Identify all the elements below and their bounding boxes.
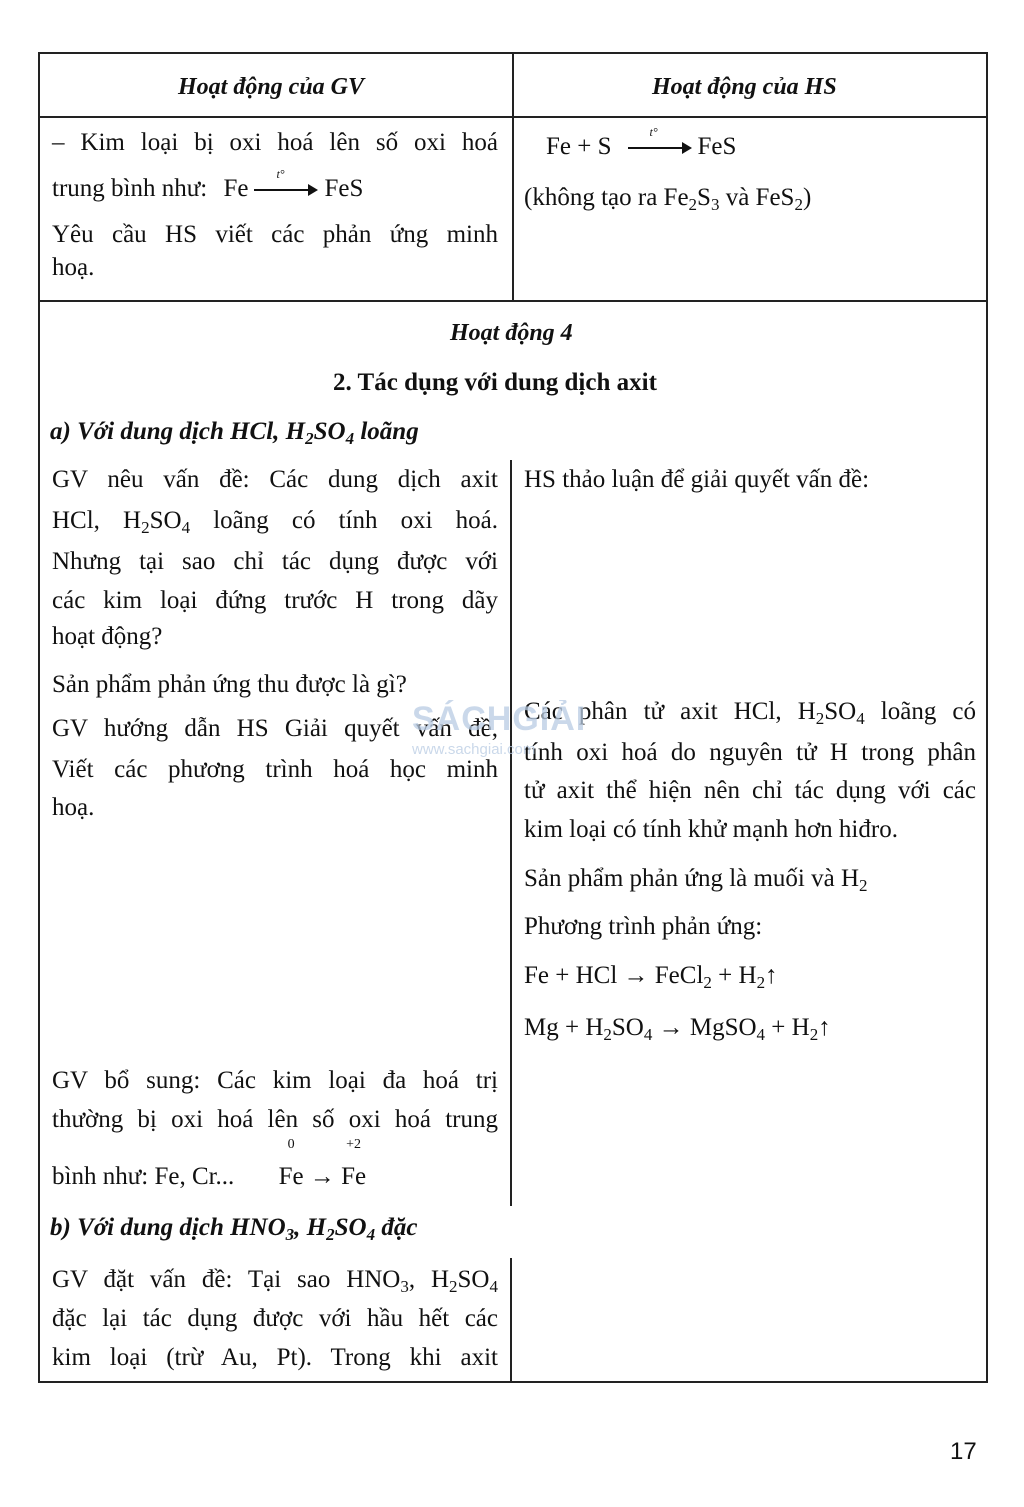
gv-row1-line2-text: trung bình như: [52, 175, 208, 202]
gv-a-p3-line2: Viết các phương trình hoá học minh [52, 756, 498, 783]
subsection-a: a) Với dung dịch HCl, $H_2SO_4$ loãng [50, 418, 419, 448]
hs-a-eq2: $Mg + H_2SO_4$ → MgSO$_4$ + $H_2↑$ [524, 1014, 831, 1044]
gv-b-line2: đặc lại tác dụng được với hầu hết các [52, 1305, 498, 1332]
header-hs: Hoạt động của HS [652, 74, 837, 100]
hs-a-p2-line1: Các phân tử axit HCl, $H_2SO_4$ loãng có [524, 698, 976, 728]
gv-reaction-right: FeS [324, 175, 364, 202]
table-left-border [38, 52, 40, 1382]
table-bottom-border [38, 1381, 988, 1383]
gv-reaction-left: Fe [223, 175, 249, 202]
hs-reaction-left: Fe + S [546, 133, 612, 160]
gv-a-p1-line3: Nhưng tại sao chỉ tác dụng được với [52, 548, 498, 575]
gv-a-p1-line4: các kim loại đứng trước H trong dãy [52, 587, 498, 614]
hs-a-p4: Phương trình phản ứng: [524, 913, 763, 940]
header-gv: Hoạt động của GV [178, 74, 365, 100]
watermark-url: www.sachgiai.com [412, 741, 536, 758]
watermark-logo: SÁCHGIẢI [412, 700, 587, 738]
gv-a-p2: Sản phẩm phản ứng thu được là gì? [52, 671, 407, 698]
hs-a-p2-line4: kim loại có tính khử mạnh hơn hiđro. [524, 816, 898, 843]
gv-a-p4-line3 [52, 1137, 367, 1192]
hs-row1-note-text: (không tạo ra $Fe_2S_3$ và FeS$_2$) [524, 184, 812, 214]
heat-arrow-label: t° [276, 167, 285, 182]
heat-arrow-icon [254, 167, 318, 197]
gv-a-p3-line3: hoạ. [52, 794, 95, 821]
gv-row1-line4: hoạ. [52, 254, 95, 281]
oxidation-right-number: +2 [346, 1137, 362, 1152]
page-number: 17 [950, 1438, 977, 1465]
heat-arrow-label: t° [649, 125, 658, 140]
gv-a-p4-line2: thường bị oxi hoá lên số oxi hoá trung [52, 1106, 498, 1133]
watermark [412, 700, 586, 758]
table-right-border [986, 52, 988, 1382]
gv-a-p4-line3-text: bình như: Fe, Cr... [52, 1163, 235, 1190]
oxidation-right-symbol: Fe [341, 1163, 367, 1190]
heat-arrow-icon [628, 125, 692, 155]
hs-reaction-right: FeS [697, 133, 737, 160]
gv-row1-line1: – Kim loại bị oxi hoá lên số oxi hoá [52, 129, 498, 156]
gv-b-line1: GV đặt vấn đề: Tại sao $HNO_3$, $H_2SO_4$ [52, 1266, 498, 1296]
oxidation-left [278, 1137, 304, 1192]
gv-b-line3: kim loại (trừ Au, Pt). Trong khi axit [52, 1344, 498, 1371]
hs-a-p2-line2: tính oxi hoá do nguyên tử H trong phân [524, 739, 976, 766]
hs-a-p3: Sản phẩm phản ứng là muối và $H_2$ [524, 865, 868, 895]
subsection-b: b) Với dung dịch $HNO_3$, $H_2SO_4$ đặc [50, 1214, 418, 1244]
reaction-arrow-icon: → [309, 1163, 335, 1190]
gv-a-p3-line1: GV hướng dẫn HS Giải quyết vấn đề, [52, 715, 498, 742]
hs-row1-reaction [546, 125, 737, 162]
oxidation-left-number: 0 [287, 1137, 295, 1152]
column-divider-b [510, 1258, 512, 1382]
hs-row1-note [524, 183, 811, 213]
hs-a-p1: HS thảo luận để giải quyết vấn đề: [524, 466, 870, 493]
gv-row1-line2 [52, 167, 364, 204]
activity-heading: Hoạt động 4 [450, 320, 573, 346]
oxidation-left-symbol: Fe [278, 1163, 304, 1190]
gv-a-p1-line2: HCl, $H_2SO_4$ loãng có tính oxi hoá. [52, 507, 498, 537]
column-divider-a [510, 460, 512, 1206]
oxidation-right [341, 1137, 367, 1192]
hs-a-p2-line3: tử axit thể hiện nên chỉ tác dụng với các [524, 777, 976, 804]
column-divider-top [512, 52, 514, 301]
gv-a-p1-line1: GV nêu vấn đề: Các dung dịch axit [52, 466, 498, 493]
gv-row1-line3: Yêu cầu HS viết các phản ứng minh [52, 221, 498, 248]
section-title: 2. Tác dụng với dung dịch axit [333, 369, 657, 396]
hs-a-eq1: Fe + HCl → FeCl$_2$ + $H_2↑$ [524, 962, 778, 992]
gv-a-p1-line5: hoạt động? [52, 623, 163, 650]
gv-a-p4-line1: GV bổ sung: Các kim loại đa hoá trị [52, 1067, 498, 1094]
